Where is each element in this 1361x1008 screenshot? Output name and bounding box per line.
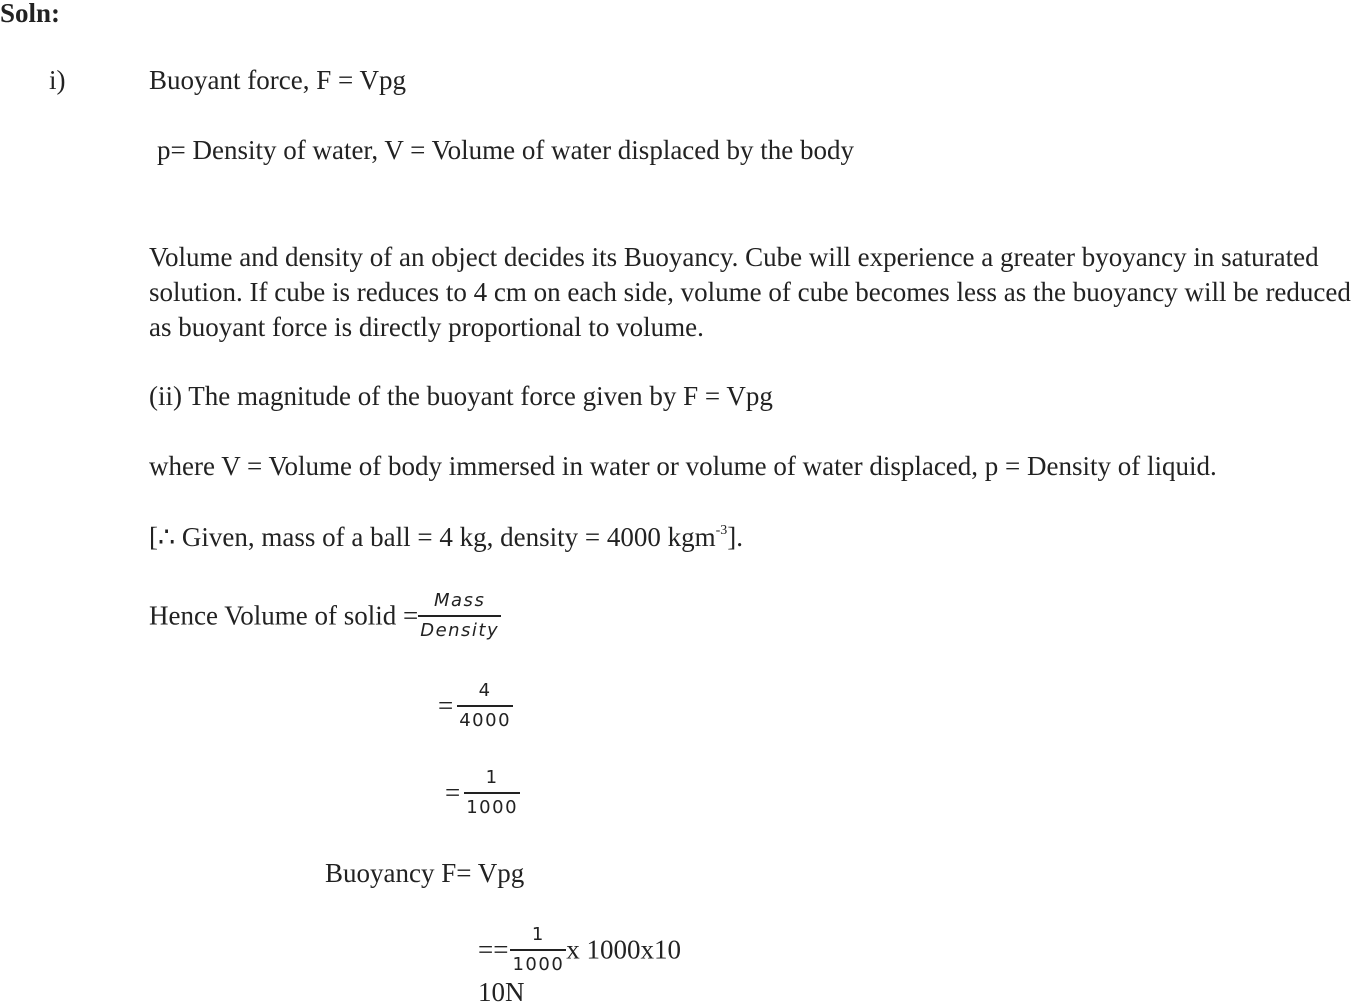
mass-over-density-fraction bbox=[418, 590, 501, 641]
fraction-numerator: 1 bbox=[464, 767, 520, 794]
fraction-denominator: Density bbox=[420, 619, 500, 641]
volume-step-2 bbox=[445, 767, 520, 818]
given-prefix: [∴ Given, mass of a ball = 4 kg, density = 4000 kgm bbox=[149, 522, 716, 552]
fraction-denominator: 1000 bbox=[512, 953, 565, 975]
part-ii-intro: (ii) The magnitude of the buoyant force given by F = Vpg bbox=[149, 381, 773, 411]
where-definitions: where V = Volume of body immersed in water or volume of water displaced, p = Density of liquid. bbox=[149, 451, 1217, 481]
fraction-numerator: 1 bbox=[510, 924, 566, 951]
equals-sign: = bbox=[445, 777, 461, 808]
volume-label: Hence Volume of solid = bbox=[149, 600, 419, 631]
step-3-fraction bbox=[510, 924, 566, 975]
solution-heading: Soln: bbox=[0, 0, 61, 28]
buoyancy-explanation-paragraph: Volume and density of an object decides its Buoyancy. Cube will experience a greater byoyancy in saturated solution. If cube is reduces to 4 cm on each side, volume of cube becomes less as the buoyancy will be reduced as buoyant force is directly proportional to volume. bbox=[149, 242, 1351, 342]
buoyancy-formula: Buoyancy F= Vpg bbox=[325, 858, 525, 888]
given-suffix: ]. bbox=[727, 522, 743, 552]
given-exponent: -3 bbox=[715, 523, 728, 538]
volume-step-1 bbox=[438, 680, 513, 731]
volume-formula bbox=[149, 590, 501, 641]
step-1-fraction bbox=[457, 680, 513, 731]
fraction-denominator: 1000 bbox=[466, 796, 519, 818]
part-i-marker: i) bbox=[49, 65, 66, 95]
step-2-fraction bbox=[464, 767, 520, 818]
buoyancy-calculation bbox=[478, 924, 681, 975]
fraction-numerator: 4 bbox=[457, 680, 513, 707]
variable-definitions: p= Density of water, V = Volume of water displaced by the body bbox=[157, 135, 855, 165]
equals-sign: = bbox=[438, 690, 454, 721]
fraction-denominator: 4000 bbox=[459, 709, 512, 731]
final-result: 10N bbox=[478, 977, 525, 1007]
given-values bbox=[149, 521, 743, 553]
buoyant-force-formula: Buoyant force, F = Vpg bbox=[149, 65, 406, 95]
multiplication-suffix: x 1000x10 bbox=[566, 934, 682, 965]
double-equals: == bbox=[478, 934, 509, 965]
fraction-numerator: Mass bbox=[418, 590, 501, 617]
